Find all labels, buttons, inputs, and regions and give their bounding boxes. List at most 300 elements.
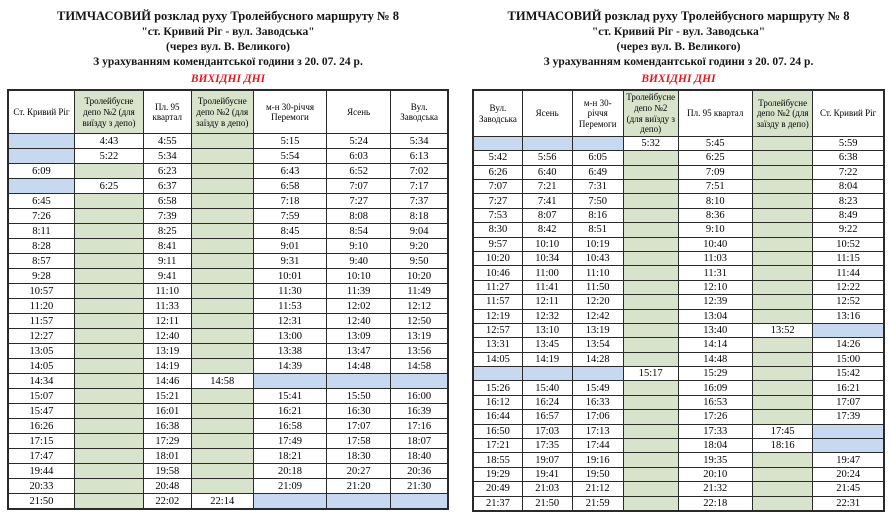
- timetable-row: [8, 374, 448, 389]
- time-cell: 21:03: [522, 482, 572, 496]
- time-cell: 6:45: [8, 194, 74, 209]
- timetable-row: [473, 338, 884, 352]
- empty-cell: [752, 395, 812, 409]
- time-cell: 17:44: [572, 439, 623, 453]
- empty-cell: [74, 269, 143, 284]
- empty-cell: [623, 208, 678, 222]
- time-cell: 12:57: [473, 323, 522, 337]
- time-cell: 18:30: [327, 449, 391, 464]
- time-cell: 14:48: [678, 352, 752, 366]
- empty-cell: [8, 149, 74, 164]
- empty-cell: [752, 180, 812, 194]
- timetable-row: [8, 269, 448, 284]
- time-cell: 17:26: [678, 410, 752, 424]
- timetable-row: [473, 165, 884, 179]
- timetable-row: [473, 482, 884, 496]
- time-cell: 20:33: [8, 479, 74, 494]
- empty-cell: [191, 179, 253, 194]
- empty-cell: [623, 453, 678, 467]
- time-cell: 14:34: [8, 374, 74, 389]
- time-cell: 15:07: [8, 389, 74, 404]
- time-cell: 17:47: [8, 449, 74, 464]
- timetable-row: [8, 419, 448, 434]
- empty-cell: [623, 165, 678, 179]
- time-cell: 8:42: [522, 223, 572, 237]
- time-cell: 16:50: [473, 424, 522, 438]
- time-cell: 11:00: [522, 266, 572, 280]
- column-header-stop: Ст. Кривий Ріг: [813, 90, 884, 136]
- time-cell: 16:30: [327, 404, 391, 419]
- timetable-row: [8, 149, 448, 164]
- time-cell: 16:09: [678, 381, 752, 395]
- empty-cell: [752, 223, 812, 237]
- schedule-title: ТИМЧАСОВИЙ розклад руху Тролейбусного маршруту № 8: [507, 9, 850, 23]
- time-cell: 12:19: [473, 309, 522, 323]
- time-cell: 15:47: [8, 404, 74, 419]
- timetable-row: [473, 194, 884, 208]
- time-cell: 8:41: [144, 239, 192, 254]
- time-cell: 7:27: [473, 194, 522, 208]
- time-cell: 10:43: [572, 251, 623, 265]
- time-cell: 8:25: [144, 224, 192, 239]
- time-cell: 17:06: [572, 410, 623, 424]
- time-cell: 12:02: [327, 299, 391, 314]
- empty-cell: [623, 237, 678, 251]
- timetable-row: [8, 359, 448, 374]
- time-cell: 17:21: [473, 439, 522, 453]
- time-cell: 13:00: [254, 329, 327, 344]
- timetable-row: [8, 239, 448, 254]
- column-header-stop: м-н 30-річчя Перемоги: [254, 90, 327, 134]
- column-header-depot: Тролейбусне депо №2 (для виїзду з депо): [623, 90, 678, 136]
- empty-cell: [191, 209, 253, 224]
- time-cell: 13:52: [752, 323, 812, 337]
- empty-cell: [752, 410, 812, 424]
- time-cell: 12:32: [522, 309, 572, 323]
- column-header-stop: Вул. Заводська: [473, 90, 522, 136]
- empty-cell: [752, 453, 812, 467]
- time-cell: 6:49: [572, 165, 623, 179]
- schedule-title: ТИМЧАСОВИЙ розклад руху Тролейбусного маршруту № 8: [57, 9, 399, 23]
- time-cell: 7:02: [391, 164, 448, 179]
- timetable-row: [473, 251, 884, 265]
- time-cell: 15:17: [623, 367, 678, 381]
- return-timetable: [472, 89, 885, 512]
- time-cell: 21:37: [473, 496, 522, 511]
- empty-cell: [752, 280, 812, 294]
- time-cell: 11:50: [572, 280, 623, 294]
- empty-cell: [752, 136, 812, 150]
- time-cell: 9:28: [8, 269, 74, 284]
- time-cell: 7:31: [572, 180, 623, 194]
- time-cell: 12:39: [678, 295, 752, 309]
- empty-cell: [623, 395, 678, 409]
- route-via: (через вул. В. Великого): [166, 40, 290, 53]
- time-cell: 16:53: [678, 395, 752, 409]
- time-cell: 6:58: [254, 179, 327, 194]
- time-cell: 6:37: [144, 179, 192, 194]
- time-cell: 7:07: [473, 180, 522, 194]
- time-cell: 8:08: [327, 209, 391, 224]
- time-cell: 12:27: [8, 329, 74, 344]
- time-cell: 12:31: [254, 314, 327, 329]
- time-cell: 12:40: [327, 314, 391, 329]
- time-cell: 5:54: [254, 149, 327, 164]
- time-cell: 5:22: [74, 149, 143, 164]
- empty-cell: [623, 280, 678, 294]
- timetable-row: [473, 237, 884, 251]
- time-cell: 6:52: [327, 164, 391, 179]
- time-cell: 11:49: [391, 284, 448, 299]
- time-cell: 9:57: [473, 237, 522, 251]
- empty-cell: [74, 224, 143, 239]
- time-cell: 6:25: [678, 151, 752, 165]
- timetable-row: [8, 299, 448, 314]
- time-cell: 18:40: [391, 449, 448, 464]
- empty-cell: [752, 237, 812, 251]
- time-cell: 22:02: [144, 494, 192, 510]
- time-cell: 17:07: [813, 395, 884, 409]
- empty-cell: [191, 254, 253, 269]
- empty-cell: [191, 134, 253, 149]
- header-row: [473, 90, 884, 136]
- time-cell: 14:05: [8, 359, 74, 374]
- empty-cell: [752, 251, 812, 265]
- time-cell: 15:41: [254, 389, 327, 404]
- time-cell: 20:10: [678, 467, 752, 481]
- empty-cell: [522, 367, 572, 381]
- time-cell: 14:26: [813, 338, 884, 352]
- time-cell: 21:09: [254, 479, 327, 494]
- empty-cell: [623, 496, 678, 511]
- time-cell: 9:22: [813, 223, 884, 237]
- time-cell: 11:31: [678, 266, 752, 280]
- time-cell: 11:20: [8, 299, 74, 314]
- timetable-row: [8, 344, 448, 359]
- time-cell: 21:45: [813, 482, 884, 496]
- empty-cell: [191, 284, 253, 299]
- route-endpoints: "ст. Кривий Ріг - вул. Заводська": [141, 25, 315, 38]
- column-header-stop: Вул. Заводська: [391, 90, 448, 134]
- time-cell: 7:27: [327, 194, 391, 209]
- empty-cell: [623, 482, 678, 496]
- empty-cell: [623, 151, 678, 165]
- empty-cell: [473, 367, 522, 381]
- time-cell: 9:31: [254, 254, 327, 269]
- time-cell: 22:31: [813, 496, 884, 511]
- empty-cell: [813, 424, 884, 438]
- time-cell: 15:49: [572, 381, 623, 395]
- empty-cell: [191, 224, 253, 239]
- time-cell: 21:12: [572, 482, 623, 496]
- empty-cell: [191, 389, 253, 404]
- time-cell: 8:49: [813, 208, 884, 222]
- time-cell: 22:18: [678, 496, 752, 511]
- time-cell: 17:58: [327, 434, 391, 449]
- time-cell: 11:39: [327, 284, 391, 299]
- time-cell: 8:16: [572, 208, 623, 222]
- time-cell: 17:33: [678, 424, 752, 438]
- time-cell: 15:50: [327, 389, 391, 404]
- time-cell: 17:16: [391, 419, 448, 434]
- empty-cell: [191, 344, 253, 359]
- time-cell: 13:56: [391, 344, 448, 359]
- time-cell: 12:40: [144, 329, 192, 344]
- time-cell: 18:07: [391, 434, 448, 449]
- time-cell: 7:53: [473, 208, 522, 222]
- time-cell: 11:41: [522, 280, 572, 294]
- time-cell: 6:03: [327, 149, 391, 164]
- empty-cell: [191, 194, 253, 209]
- empty-cell: [74, 374, 143, 389]
- time-cell: 13:38: [254, 344, 327, 359]
- empty-cell: [752, 482, 812, 496]
- time-cell: 10:10: [327, 269, 391, 284]
- time-cell: 17:03: [522, 424, 572, 438]
- timetable-row: [473, 266, 884, 280]
- timetable-row: [8, 389, 448, 404]
- time-cell: 17:45: [752, 424, 812, 438]
- empty-cell: [74, 464, 143, 479]
- time-cell: 16:21: [254, 404, 327, 419]
- empty-cell: [752, 467, 812, 481]
- time-cell: 6:43: [254, 164, 327, 179]
- empty-cell: [623, 194, 678, 208]
- empty-cell: [254, 494, 327, 510]
- time-cell: 7:51: [678, 180, 752, 194]
- time-cell: 9:10: [327, 239, 391, 254]
- timetable-row: [8, 209, 448, 224]
- time-cell: 14:58: [191, 374, 253, 389]
- timetable-row: [8, 314, 448, 329]
- time-cell: 11:15: [813, 251, 884, 265]
- time-cell: 22:14: [191, 494, 253, 510]
- empty-cell: [623, 180, 678, 194]
- time-cell: 14:39: [254, 359, 327, 374]
- time-cell: 21:20: [327, 479, 391, 494]
- time-cell: 9:40: [327, 254, 391, 269]
- empty-cell: [752, 165, 812, 179]
- timetable-row: [8, 494, 448, 510]
- time-cell: 15:42: [813, 367, 884, 381]
- empty-cell: [191, 299, 253, 314]
- time-cell: 6:05: [572, 151, 623, 165]
- return-titles: [472, 4, 885, 89]
- empty-cell: [623, 251, 678, 265]
- time-cell: 19:50: [572, 467, 623, 481]
- column-header-depot: Тролейбусне депо №2 (для виїзду з депо): [74, 90, 143, 134]
- timetable-row: [8, 254, 448, 269]
- time-cell: 11:30: [254, 284, 327, 299]
- time-cell: 5:34: [391, 134, 448, 149]
- time-cell: 11:44: [813, 266, 884, 280]
- empty-cell: [8, 179, 74, 194]
- time-cell: 8:07: [522, 208, 572, 222]
- time-cell: 7:09: [678, 165, 752, 179]
- time-cell: 16:57: [522, 410, 572, 424]
- time-cell: 13:40: [678, 323, 752, 337]
- time-cell: 12:11: [522, 295, 572, 309]
- time-cell: 6:40: [522, 165, 572, 179]
- empty-cell: [572, 367, 623, 381]
- time-cell: 11:57: [8, 314, 74, 329]
- empty-cell: [327, 374, 391, 389]
- timetable-row: [473, 367, 884, 381]
- empty-cell: [191, 239, 253, 254]
- time-cell: 14:05: [473, 352, 522, 366]
- time-cell: 10:34: [522, 251, 572, 265]
- time-cell: 11:03: [678, 251, 752, 265]
- time-cell: 12:22: [813, 280, 884, 294]
- timetable-row: [8, 224, 448, 239]
- time-cell: 17:13: [572, 424, 623, 438]
- timetable-row: [8, 434, 448, 449]
- time-cell: 10:40: [678, 237, 752, 251]
- time-cell: 11:10: [144, 284, 192, 299]
- time-cell: 8:36: [678, 208, 752, 222]
- time-cell: 5:42: [473, 151, 522, 165]
- empty-cell: [391, 494, 448, 510]
- time-cell: 11:27: [473, 280, 522, 294]
- time-cell: 6:23: [144, 164, 192, 179]
- empty-cell: [752, 309, 812, 323]
- time-cell: 12:10: [678, 280, 752, 294]
- time-cell: 20:49: [473, 482, 522, 496]
- column-header-stop: Пл. 95 квартал: [144, 90, 192, 134]
- empty-cell: [191, 479, 253, 494]
- empty-cell: [74, 479, 143, 494]
- empty-cell: [623, 309, 678, 323]
- time-cell: 14:28: [572, 352, 623, 366]
- empty-cell: [623, 381, 678, 395]
- time-cell: 8:28: [8, 239, 74, 254]
- timetable-row: [473, 496, 884, 511]
- timetable-row: [8, 164, 448, 179]
- weekend-label: ВИХІДНІ ДНІ: [190, 73, 266, 86]
- empty-cell: [191, 164, 253, 179]
- timetable-row: [473, 395, 884, 409]
- timetable-row: [473, 381, 884, 395]
- time-cell: 10:52: [813, 237, 884, 251]
- time-cell: 14:14: [678, 338, 752, 352]
- time-cell: 9:41: [144, 269, 192, 284]
- empty-cell: [623, 424, 678, 438]
- time-cell: 18:21: [254, 449, 327, 464]
- empty-cell: [752, 266, 812, 280]
- time-cell: 10:46: [473, 266, 522, 280]
- time-cell: 16:44: [473, 410, 522, 424]
- column-header-stop: м-н 30-річчя Перемоги: [572, 90, 623, 136]
- empty-cell: [74, 389, 143, 404]
- timetable-row: [8, 134, 448, 149]
- header-row: [8, 90, 448, 134]
- time-cell: 10:10: [522, 237, 572, 251]
- empty-cell: [254, 374, 327, 389]
- timetable-row: [473, 295, 884, 309]
- time-cell: 7:17: [391, 179, 448, 194]
- time-cell: 13:54: [572, 338, 623, 352]
- empty-cell: [191, 314, 253, 329]
- outbound-schedule-board: [7, 4, 449, 512]
- time-cell: 12:20: [572, 295, 623, 309]
- timetable-row: [473, 439, 884, 453]
- curfew-note: З урахуванням комендантської години з 20. 07. 24 р.: [93, 55, 363, 68]
- empty-cell: [74, 449, 143, 464]
- empty-cell: [191, 269, 253, 284]
- time-cell: 7:39: [144, 209, 192, 224]
- time-cell: 4:55: [144, 134, 192, 149]
- time-cell: 5:32: [623, 136, 678, 150]
- time-cell: 9:01: [254, 239, 327, 254]
- time-cell: 20:36: [391, 464, 448, 479]
- time-cell: 12:52: [813, 295, 884, 309]
- timetable-row: [473, 424, 884, 438]
- time-cell: 8:45: [254, 224, 327, 239]
- time-cell: 15:00: [813, 352, 884, 366]
- empty-cell: [752, 367, 812, 381]
- time-cell: 10:57: [8, 284, 74, 299]
- empty-cell: [752, 194, 812, 208]
- empty-cell: [74, 254, 143, 269]
- empty-cell: [74, 194, 143, 209]
- time-cell: 21:50: [522, 496, 572, 511]
- time-cell: 17:35: [522, 439, 572, 453]
- time-cell: 18:01: [144, 449, 192, 464]
- empty-cell: [572, 136, 623, 150]
- timetable-row: [473, 151, 884, 165]
- time-cell: 5:56: [522, 151, 572, 165]
- time-cell: 12:11: [144, 314, 192, 329]
- empty-cell: [752, 151, 812, 165]
- return-schedule-board: [472, 4, 885, 512]
- outbound-timetable: [7, 89, 449, 510]
- timetable-row: [473, 453, 884, 467]
- time-cell: 21:32: [678, 482, 752, 496]
- timetable-row: [473, 309, 884, 323]
- time-cell: 21:59: [572, 496, 623, 511]
- empty-cell: [623, 223, 678, 237]
- time-cell: 7:59: [254, 209, 327, 224]
- time-cell: 19:35: [678, 453, 752, 467]
- empty-cell: [623, 467, 678, 481]
- time-cell: 16:24: [522, 395, 572, 409]
- timetable-row: [473, 136, 884, 150]
- empty-cell: [752, 352, 812, 366]
- timetable-row: [473, 467, 884, 481]
- time-cell: 7:21: [522, 180, 572, 194]
- time-cell: 16:01: [144, 404, 192, 419]
- time-cell: 13:31: [473, 338, 522, 352]
- time-cell: 14:58: [391, 359, 448, 374]
- time-cell: 15:29: [678, 367, 752, 381]
- route-via: (через вул. В. Великого): [616, 40, 741, 53]
- time-cell: 17:07: [327, 419, 391, 434]
- empty-cell: [752, 338, 812, 352]
- empty-cell: [74, 494, 143, 510]
- time-cell: 13:16: [813, 309, 884, 323]
- time-cell: 19:58: [144, 464, 192, 479]
- time-cell: 11:33: [144, 299, 192, 314]
- empty-cell: [623, 410, 678, 424]
- time-cell: 16:21: [813, 381, 884, 395]
- empty-cell: [191, 449, 253, 464]
- time-cell: 16:12: [473, 395, 522, 409]
- time-cell: 18:16: [752, 439, 812, 453]
- empty-cell: [74, 329, 143, 344]
- time-cell: 14:48: [327, 359, 391, 374]
- time-cell: 13:09: [327, 329, 391, 344]
- empty-cell: [623, 439, 678, 453]
